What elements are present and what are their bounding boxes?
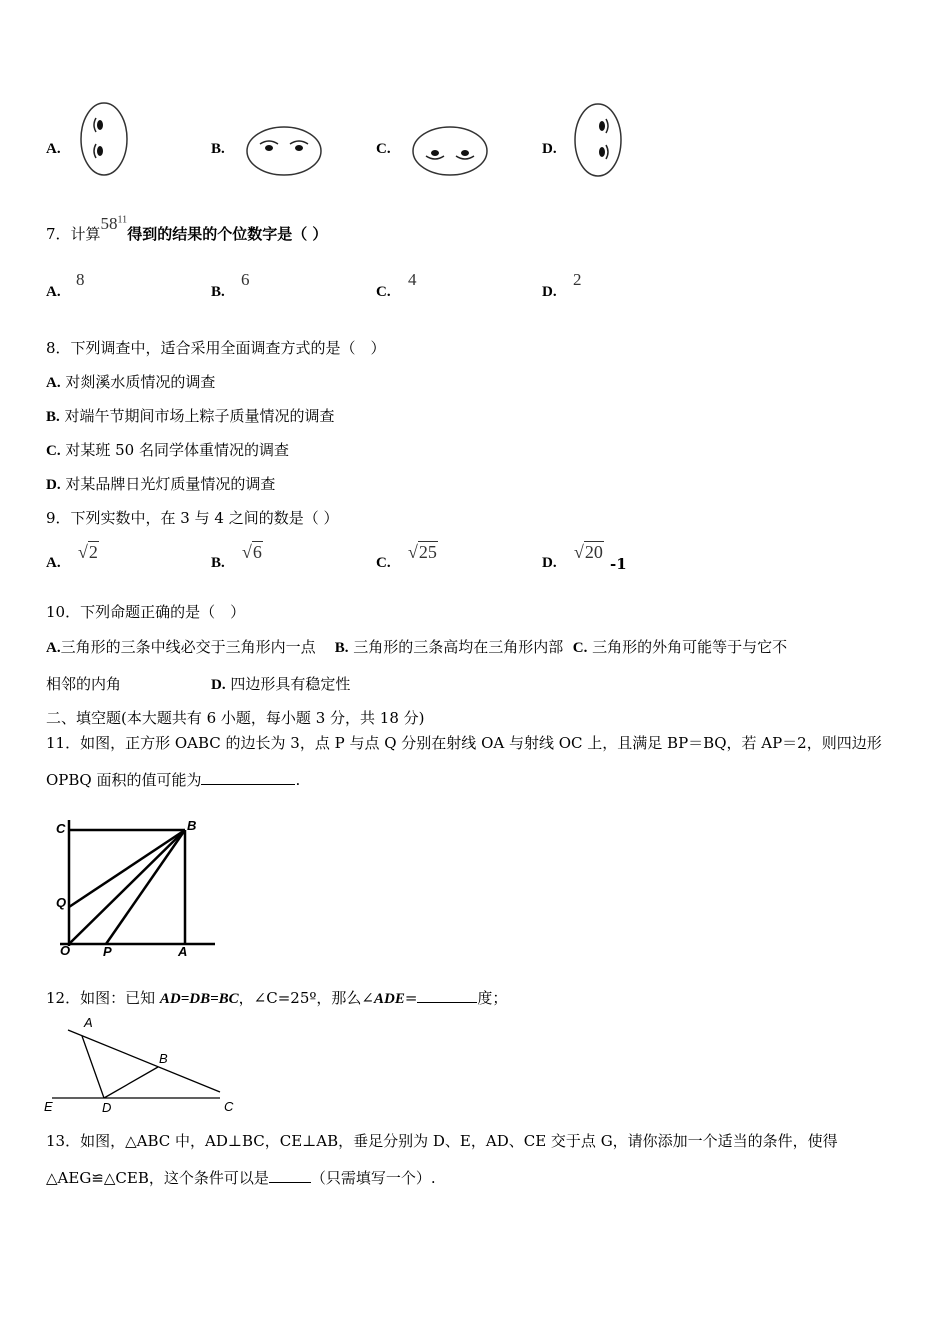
q8-stem: 8．下列调查中，适合采用全面调查方式的是（ ） [46, 339, 386, 357]
fig12-label-b: B [159, 1051, 168, 1066]
q9-option-d-sqrt: √20 [574, 542, 603, 562]
q7-base: 58 [100, 214, 118, 233]
fig11-label-b: B [187, 818, 197, 833]
q13-line1: 13．如图，△ABC 中，AD⊥BC，CE⊥AB，垂足分别为 D、E，AD、CE 交于点 G，请你添加一个适当的条件，使得 [46, 1132, 838, 1150]
q6-option-d-label: D. [542, 141, 557, 157]
face-figure-d [572, 101, 624, 179]
q8-option-b: B. 对端午节期间市场上粽子质量情况的调查 [46, 407, 335, 425]
square-figure [50, 812, 222, 960]
fig12-label-e: E [44, 1099, 53, 1114]
fig12-label-d: D [102, 1100, 112, 1115]
q12-answer-blank[interactable] [417, 988, 477, 1003]
q7-option-d-label: D. [542, 284, 557, 300]
q6-option-a-label: A. [46, 141, 61, 157]
q6-option-c-label: C. [376, 141, 391, 157]
q7-option-c-value: 4 [408, 270, 417, 289]
face-figure-c [410, 124, 490, 178]
q8-option-d: D. 对某品牌日光灯质量情况的调查 [46, 475, 276, 493]
q9-option-c-sqrt: √25 [408, 542, 437, 562]
q9-option-c-label: C. [376, 555, 391, 571]
fig11-label-q: Q [56, 895, 67, 910]
q10-stem: 10．下列命题正确的是（ ） [46, 603, 246, 621]
section-2-heading: 二、填空题(本大题共有 6 小题，每小题 3 分，共 18 分) [46, 709, 425, 727]
q7-stem [46, 214, 328, 244]
q10-line2-text: 相邻的内角 [46, 675, 122, 693]
q8-option-a: A. 对剡溪水质情况的调查 [46, 373, 216, 391]
q13-answer-blank[interactable] [269, 1168, 311, 1183]
q7-option-c-label: C. [376, 284, 391, 300]
fig11-label-a: A [178, 944, 188, 959]
q11-line1: 11．如图，正方形 OABC 的边长为 3，点 P 与点 Q 分别在射线 OA 与射线 OC 上，且满足 BP＝BQ，若 AP＝2，则四边形 [46, 734, 882, 752]
q9-option-a-label: A. [46, 555, 61, 571]
fig11-label-o: O [60, 943, 71, 958]
q9-option-d-after: -1 [610, 555, 627, 573]
q8-option-c: C. 对某班 50 名同学体重情况的调查 [46, 441, 289, 459]
q9-option-d-label: D. [542, 555, 557, 571]
q9-option-b-label: B. [211, 555, 225, 571]
q7-option-a-label: A. [46, 284, 61, 300]
q6-option-b-label: B. [211, 141, 225, 157]
q10-line1: A.三角形的三条中线必交于三角形内一点 B. 三角形的三条高均在三角形内部 C. 三角形的外角可能等于与它不 [46, 638, 788, 656]
q7-option-d-value: 2 [573, 270, 582, 289]
fig11-label-c: C [56, 821, 66, 836]
q7-option-b-label: B. [211, 284, 225, 300]
fig11-label-p: P [103, 944, 112, 959]
q7-prefix: 7．计算 [46, 225, 101, 243]
q7-suffix: 得到的结果的个位数字是（ ） [127, 225, 328, 243]
fig12-label-a: A [84, 1015, 93, 1030]
q11-answer-blank[interactable] [201, 770, 295, 785]
triangle-figure [40, 1012, 240, 1116]
q7-option-b-value: 6 [241, 270, 250, 289]
q9-option-a-sqrt: √2 [78, 542, 98, 562]
face-figure-a [78, 100, 130, 178]
q7-exponent: 11 [117, 214, 128, 226]
fig12-label-c: C [224, 1099, 234, 1114]
face-figure-b [244, 124, 324, 178]
q7-option-a-value: 8 [76, 270, 85, 289]
q10-option-d: D. 四边形具有稳定性 [211, 675, 351, 693]
q13-line2: △AEG≌△CEB，这个条件可以是 （只需填写一个）. [46, 1169, 436, 1187]
q9-stem: 9．下列实数中，在 3 与 4 之间的数是（ ） [46, 509, 339, 527]
q12-stem: 12．如图：已知 AD=DB=BC，∠C=25º，那么∠ADE= 度； [46, 989, 508, 1007]
q11-line2: OPBQ 面积的值可能为 . [46, 771, 301, 789]
q9-option-b-sqrt: √6 [242, 542, 262, 562]
